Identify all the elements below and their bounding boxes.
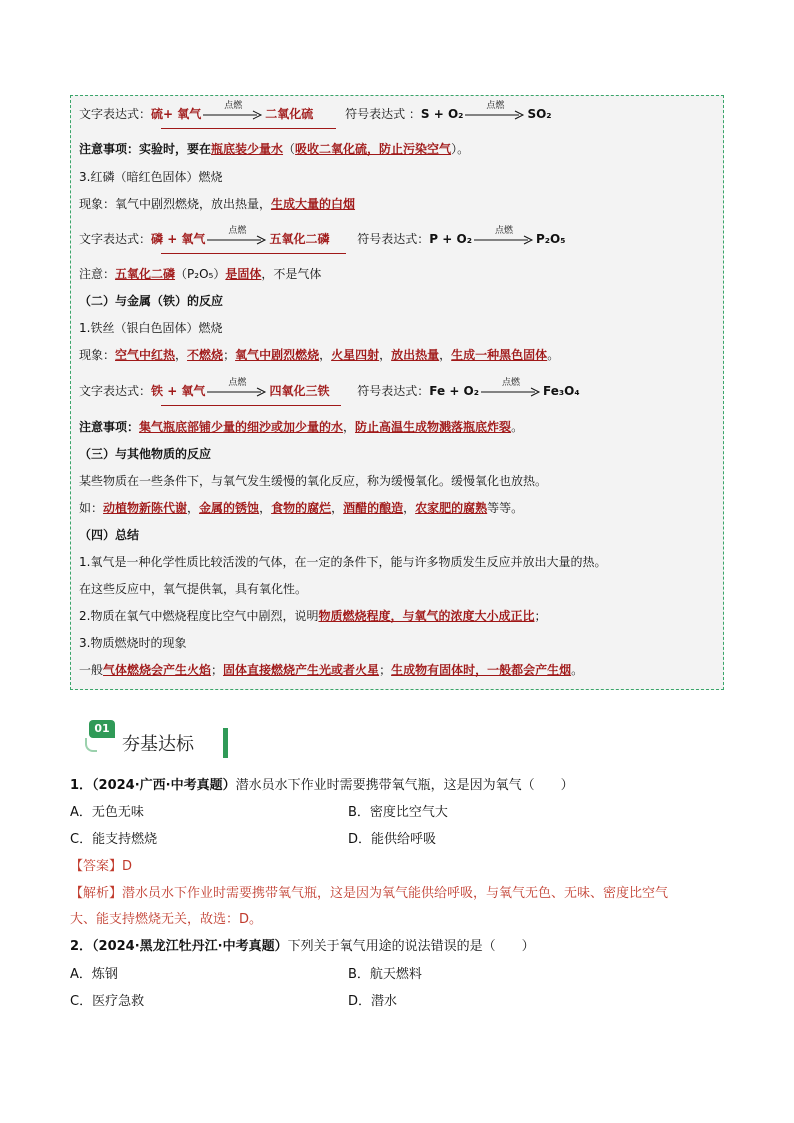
examples-line	[79, 500, 523, 516]
question-text: 潜水员水下作业时需要携带氧气瓶，这是因为氧气（ ）	[235, 778, 574, 793]
answer: 不燃烧	[187, 348, 224, 362]
arrow	[207, 225, 267, 247]
sulfur-note	[79, 141, 469, 157]
text: ，	[379, 348, 392, 362]
answer: 吸收二氧化硫，防止污染空气	[295, 142, 452, 156]
label: 文字表达式：	[79, 232, 152, 246]
question-number: 1．	[70, 778, 93, 793]
sym-reactants: S + O₂	[420, 107, 464, 121]
text: 。	[547, 348, 560, 362]
arrow	[481, 377, 541, 399]
option-d: D．能供给呼吸	[348, 832, 437, 847]
question-text: 下列关于氧气用途的说法错误的是（ ）	[287, 939, 535, 954]
question-2-stem	[70, 938, 535, 955]
section-bar	[223, 728, 228, 758]
answer: 氧气中剧烈燃烧	[235, 348, 320, 362]
iron-equation-line	[79, 377, 580, 399]
phosphorus-equation-line	[79, 225, 566, 247]
answer: 集气瓶底部铺少量的细沙或加少量的水	[139, 420, 344, 434]
arrow-condition: 点燃	[486, 100, 505, 111]
iron-phenomenon	[79, 347, 559, 363]
text: ，	[343, 420, 356, 434]
answer: 生成一种黑色固体	[451, 348, 548, 362]
label: 符号表达式：	[357, 384, 430, 398]
answer: 农家肥的腐熟	[415, 501, 488, 515]
arrow	[207, 377, 267, 399]
label: 如：	[79, 501, 104, 515]
answer: 火星四射	[331, 348, 380, 362]
section-title: 夯基达标	[122, 734, 194, 755]
decorative-curl	[85, 738, 97, 752]
answer: 食物的腐烂	[271, 501, 332, 515]
text: 等等。	[487, 501, 524, 515]
sulfur-equation-line	[79, 100, 552, 122]
arrow-condition: 点燃	[502, 377, 521, 388]
other-description: 某些物质在一些条件下，与氧气发生缓慢的氧化反应，称为缓慢氧化。缓慢氧化也放热。	[79, 474, 548, 488]
answer: 生成物有固体时，一般都会产生烟	[391, 663, 572, 677]
question-source: （2024·黑龙江牡丹江·中考真题）	[92, 939, 288, 954]
option-b: B．航天燃料	[348, 967, 422, 982]
reactants: 磷 + 氧气	[151, 232, 206, 246]
arrow	[203, 100, 263, 122]
answer-underline	[161, 128, 336, 129]
sym-reactants: Fe + O₂	[429, 384, 480, 398]
option-d: D．潜水	[348, 994, 398, 1009]
answer: 防止高温生成物溅落瓶底炸裂	[355, 420, 512, 434]
phosphorus-phenomenon	[79, 196, 355, 212]
text: ，	[403, 501, 416, 515]
answer: 是固体	[225, 267, 262, 281]
text: 。	[571, 663, 584, 677]
label: 2.物质在氧气中燃烧程度比空气中剧烈，说明	[79, 609, 319, 623]
text: ，	[319, 348, 332, 362]
arrow-condition: 点燃	[228, 225, 247, 236]
option-c: C．医疗急救	[70, 994, 145, 1009]
answer: 生成大量的白烟	[271, 197, 356, 211]
label: 注意事项：实验时，要在	[79, 142, 212, 156]
label: 一般	[79, 663, 104, 677]
answer: 空气中红热	[115, 348, 176, 362]
option-a: A．无色无味	[70, 805, 144, 820]
iron-heading: 1.铁丝（银白色固体）燃烧	[79, 321, 223, 335]
products: 五氧化二磷	[269, 232, 330, 246]
text: ，	[187, 501, 200, 515]
option-c: C．能支持燃烧	[70, 832, 158, 847]
phosphorus-heading: 3.红磷（暗红色固体）燃烧	[79, 170, 223, 184]
iron-note	[79, 419, 523, 435]
arrow	[474, 225, 534, 247]
section-number: 01	[89, 720, 115, 738]
label: 符号表达式：	[357, 232, 430, 246]
answer-underline	[161, 253, 346, 254]
arrow-condition: 点燃	[224, 100, 243, 111]
section-header	[85, 720, 235, 760]
sym-reactants: P + O₂	[429, 232, 472, 246]
arrow	[465, 100, 525, 122]
text: （	[283, 142, 296, 156]
question-source: （2024·广西·中考真题）	[92, 778, 236, 793]
answer: 酒醋的酿造	[343, 501, 404, 515]
text: ，	[259, 501, 272, 515]
answer: 五氧化二磷	[115, 267, 176, 281]
answer-underline	[161, 405, 341, 406]
sym-products: P₂O₅	[535, 232, 566, 246]
answer: 放出热量	[391, 348, 440, 362]
label: 现象：	[79, 348, 116, 362]
reactants: 铁 + 氧气	[151, 384, 206, 398]
answer: 物质燃烧程度，与氧气的浓度大小成正比	[318, 609, 535, 623]
text: ）。	[451, 142, 470, 156]
summary-heading: （四）总结	[79, 528, 140, 542]
answer: 固体直接燃烧产生光或者火星	[223, 663, 380, 677]
answer: 瓶底装少量水	[211, 142, 284, 156]
text: （P₂O₅）	[175, 267, 226, 281]
summary-3: 3.物质燃烧时的现象	[79, 636, 187, 650]
sym-products: Fe₃O₄	[543, 384, 580, 398]
metal-heading: （二）与金属（铁）的反应	[79, 294, 224, 308]
summary-1: 1.氧气是一种化学性质比较活泼的气体，在一定的条件下，能与许多物质发生反应并放出大量的热。	[79, 555, 607, 569]
phosphorus-note	[79, 266, 321, 282]
summary-3-detail	[79, 662, 583, 678]
analysis-line-1: 【解析】潜水员水下作业时需要携带氧气瓶，这是因为氧气能供给呼吸，与氧气无色、无味、密度比空气	[70, 886, 669, 901]
products: 四氧化三铁	[269, 384, 330, 398]
answer: 【答案】D	[70, 859, 133, 874]
sym-products: SO₂	[527, 107, 552, 121]
reactants: 硫+ 氧气	[151, 107, 202, 121]
text: ，	[175, 348, 188, 362]
summary-2	[79, 608, 546, 624]
text: ，	[439, 348, 452, 362]
label: 文字表达式：	[79, 384, 152, 398]
text: ，不是气体	[261, 267, 322, 281]
text: ；	[211, 663, 224, 677]
question-number: 2．	[70, 939, 93, 954]
text: 。	[511, 420, 524, 434]
answer: 气体燃烧会产生火焰	[103, 663, 212, 677]
text: ，	[331, 501, 344, 515]
arrow-condition: 点燃	[494, 225, 513, 236]
label: 注意：	[79, 267, 116, 281]
label: 注意事项：	[79, 420, 140, 434]
label: 文字表达式：	[79, 107, 152, 121]
text: ；	[223, 348, 236, 362]
option-a: A．炼钢	[70, 967, 118, 982]
arrow-condition: 点燃	[228, 377, 247, 388]
analysis-line-2: 大、能支持燃烧无关，故选：D。	[70, 912, 263, 927]
text: ；	[379, 663, 392, 677]
text: ；	[534, 609, 547, 623]
answer: 动植物新陈代谢	[103, 501, 188, 515]
label: 符号表达式 ：	[345, 107, 421, 121]
answer: 金属的锈蚀	[199, 501, 260, 515]
summary-1b: 在这些反应中，氧气提供氧，具有氧化性。	[79, 582, 308, 596]
option-b: B．密度比空气大	[348, 805, 448, 820]
label: 现象：氧气中剧烈燃烧，放出热量，	[79, 197, 272, 211]
other-heading: （三）与其他物质的反应	[79, 447, 212, 461]
products: 二氧化硫	[265, 107, 314, 121]
question-1-stem	[70, 777, 574, 794]
